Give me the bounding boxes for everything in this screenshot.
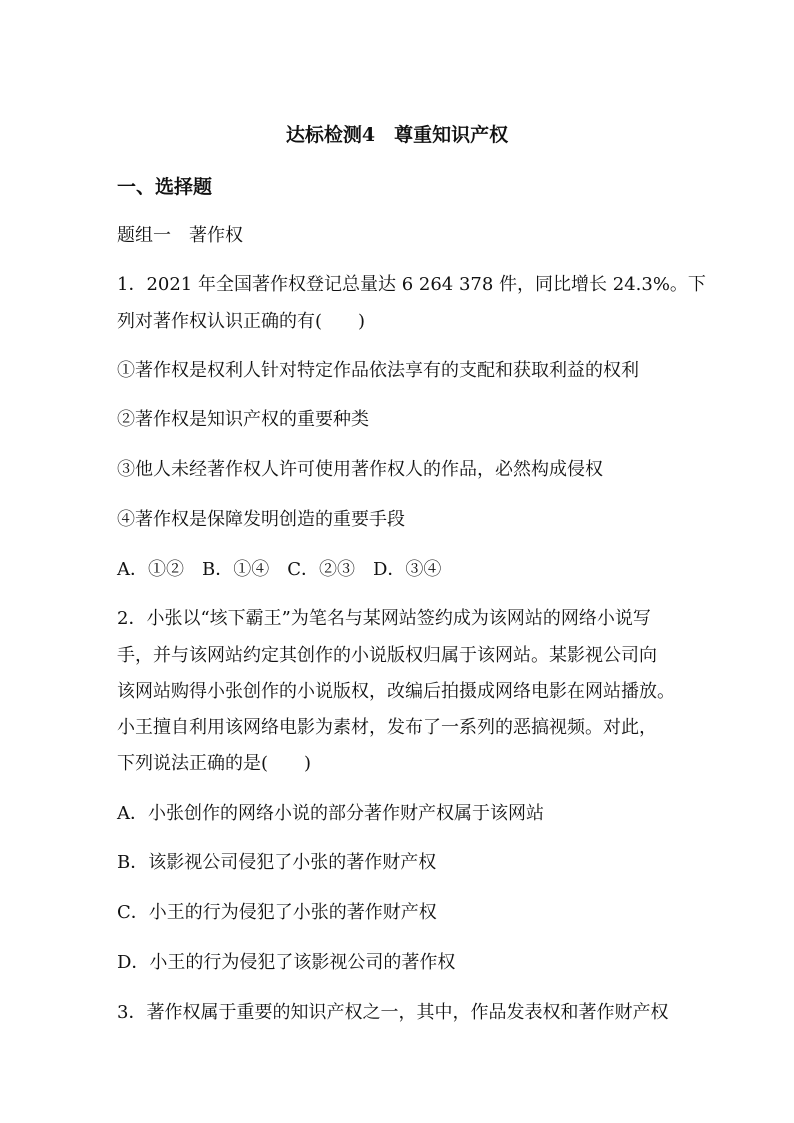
question-1-line-2: 列对著作权认识正确的有( ) [117, 311, 366, 332]
question-1-options: A．①② B．①④ C．②③ D．③④ [117, 559, 442, 580]
section-heading: 一、选择题 [117, 176, 213, 198]
question-2-line-5: 下列说法正确的是( ) [117, 753, 312, 774]
question-1-item-1: ①著作权是权利人针对特定作品依法享有的支配和获取利益的权利 [117, 360, 639, 381]
question-1-item-3: ③他人未经著作权人许可使用著作权人的作品，必然构成侵权 [117, 459, 603, 480]
question-2-line-1: 2．小张以“垓下霸王”为笔名与某网站签约成为该网站的网络小说写 [117, 608, 651, 629]
question-1-item-4: ④著作权是保障发明创造的重要手段 [117, 509, 405, 530]
page-title: 达标检测4 尊重知识产权 [285, 124, 509, 146]
question-2-line-2: 手，并与该网站约定其创作的小说版权归属于该网站。某影视公司向 [117, 645, 657, 666]
question-2-option-b: B．该影视公司侵犯了小张的著作财产权 [117, 852, 437, 873]
question-1-item-2: ②著作权是知识产权的重要种类 [117, 409, 369, 430]
question-3-line-1: 3．著作权属于重要的知识产权之一，其中，作品发表权和著作财产权 [117, 1002, 669, 1023]
question-2-line-4: 小王擅自利用该网络电影为素材，发布了一系列的恶搞视频。对此， [117, 717, 657, 738]
question-2-option-a: A．小张创作的网络小说的部分著作财产权属于该网站 [117, 803, 544, 824]
group-heading: 题组一 著作权 [117, 225, 243, 246]
question-1-line-1: 1．2021 年全国著作权登记总量达 6 264 378 件，同比增长 24.3%。下 [117, 274, 706, 295]
question-2-option-c: C．小王的行为侵犯了小张的著作财产权 [117, 902, 437, 923]
question-2-line-3: 该网站购得小张创作的小说版权，改编后拍摄成网络电影在网站播放。 [117, 681, 675, 702]
question-2-option-d: D．小王的行为侵犯了该影视公司的著作权 [117, 952, 456, 973]
